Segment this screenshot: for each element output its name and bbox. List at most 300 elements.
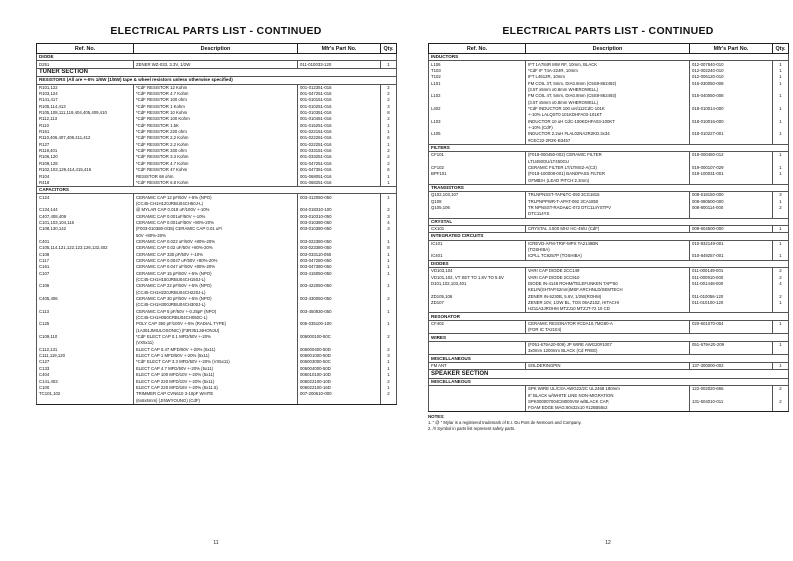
header-description: Description: [134, 44, 298, 54]
ref-no-cell: ZD105,106: [429, 293, 526, 299]
description-cell: *CdF RESISTOR 2.2 Kohm: [134, 142, 298, 148]
qty-cell: 1: [773, 131, 789, 137]
description-cell: (CC45-CH1H220JRBU04CH220J-L): [134, 290, 298, 296]
ref-no-cell: C108: [37, 251, 134, 257]
qty-cell: 2: [773, 293, 789, 299]
description-cell: *CdF RESISTOR 4.7 Kohm: [134, 91, 298, 97]
ref-no-cell: D251: [37, 61, 134, 68]
part-no-cell: 004-018310-100: [298, 207, 381, 213]
qty-cell: 3: [381, 226, 397, 232]
description-cell: *CdF RESISTOR 6.8 Kohm: [134, 180, 298, 187]
description-cell: INDUCTOR 2.2uH #LAL02NA2R2KD.3x34: [526, 131, 690, 137]
section-title: RESISTORS (All are +-5% 1/6W (1/8W) tape & wheel resistors unless otherwise specified): [37, 77, 397, 84]
description-cell: *CdF IF T4A-224R, 10mm: [526, 68, 690, 74]
qty-cell: 2: [773, 386, 789, 393]
qty-cell: 2: [381, 161, 397, 167]
section-header-row: [429, 218, 789, 225]
ref-no-cell: R104: [37, 173, 134, 179]
page-number: 12: [605, 540, 611, 546]
description-cell: TRIMMER CAP CVN610 3-10pF WHITE: [134, 391, 298, 397]
table-row: [429, 137, 789, 144]
ref-no-cell: D101,102,103,401: [429, 281, 526, 287]
qty-cell: [773, 405, 789, 412]
part-no-cell: 001-010351-016: [298, 110, 381, 116]
qty-cell: 1: [381, 173, 397, 179]
description-cell: CERAMIC CAP 0.0047 uF/50V +80%-20%: [134, 258, 298, 264]
part-no-cell: 006022100-10D: [298, 378, 381, 384]
description-cell: CERAMIC CAP 12 pF/50V +-5% (NPO): [134, 194, 298, 201]
description-cell: *CdF RESISTOR 12 Kohm: [134, 84, 298, 91]
part-no-cell: 010-849257-001: [690, 253, 773, 260]
description-cell: DTC114YS: [526, 211, 690, 218]
ref-no-cell: R101,122: [37, 84, 134, 91]
section-title: CRYSTAL: [429, 218, 789, 225]
part-no-cell: 001-010251-016: [298, 104, 381, 110]
description-cell: (CC45-CH1H300JRBU04CH300J-L): [134, 302, 298, 308]
part-no-cell: [690, 327, 773, 334]
part-no-cell: 131-504010-011: [690, 399, 773, 405]
header-ref-no: Ref. No.: [429, 44, 526, 54]
description-cell: (TOSHIBA): [526, 247, 690, 253]
part-no-cell: 001-015251-016: [298, 123, 381, 129]
part-no-cell: 011-010100-120: [690, 300, 773, 306]
part-no-cell: [298, 397, 381, 404]
part-no-cell: 008-800114-000: [690, 205, 773, 211]
ref-no-cell: [429, 137, 526, 144]
part-no-cell: 051-679A20-209: [690, 341, 773, 348]
part-no-cell: 003-422050-050: [298, 283, 381, 289]
part-no-cell: 019-100031-001: [690, 171, 773, 177]
qty-cell: [773, 137, 789, 144]
table-row: [429, 192, 789, 199]
description-cell: VARI CAP DIODE 2CC149: [526, 268, 690, 275]
qty-cell: 2: [381, 296, 397, 302]
parts-table: [36, 43, 397, 405]
table-row: [429, 211, 789, 218]
qty-cell: 2: [381, 334, 397, 340]
part-no-cell: 018-010014-000: [690, 106, 773, 112]
ref-no-cell: [429, 211, 526, 218]
part-no-cell: 015-030050-008: [690, 80, 773, 86]
description-cell: SOLDERINGPIN: [526, 362, 690, 369]
part-no-cell: 001-033151-016: [298, 148, 381, 154]
ref-no-cell: [429, 405, 526, 412]
description-cell: *CdF RESISTOR 2.2 Kohm: [134, 135, 298, 141]
description-cell: CERAMIC CAP 22 pF/50V +-5% (NPO): [134, 283, 298, 289]
ref-no-cell: C161: [37, 264, 134, 270]
qty-cell: 2: [773, 268, 789, 275]
description-cell: CRYSTAL 4.500 MHz HC-49/U (CdF): [526, 225, 690, 232]
ref-no-cell: C113: [37, 309, 134, 315]
qty-cell: 1: [773, 93, 789, 99]
description-cell: CERAMIC CAP 330 pF/50V +-10%: [134, 251, 298, 257]
ref-no-cell: VD101,102, VT SET TO 1.8V TO 5.5V: [429, 274, 526, 280]
qty-cell: 6: [381, 135, 397, 141]
description-cell: ELECT CAP 4.7 MFD/50V +-20% (5x11): [134, 366, 298, 372]
header-qty: Qty.: [381, 44, 397, 54]
part-no-cell: 001-047351-016: [298, 167, 381, 173]
ref-no-cell: R151: [37, 129, 134, 135]
table-row: [429, 225, 789, 232]
section-header-row: [37, 77, 397, 84]
ref-no-cell: C127: [37, 359, 134, 365]
description-cell: LTU450GU/LT450GU: [526, 159, 690, 165]
qty-cell: [773, 178, 789, 185]
table-row: [429, 61, 789, 68]
ref-no-cell: L105: [429, 131, 526, 137]
qty-cell: 1: [381, 129, 397, 135]
page-title: ELECTRICAL PARTS LIST - CONTINUED: [502, 25, 714, 37]
description-cell: FOAM EDGE MAG:60x32x10 #125B58x2: [526, 405, 690, 412]
ref-no-cell: CF101: [429, 152, 526, 159]
qty-cell: 6: [381, 167, 397, 173]
ref-no-cell: C405,406: [37, 296, 134, 302]
qty-cell: 1: [381, 239, 397, 245]
ref-no-cell: L102: [429, 93, 526, 99]
qty-cell: 1: [773, 341, 789, 348]
part-no-cell: 019-000107-029: [690, 165, 773, 171]
part-no-cell: [690, 405, 773, 412]
table-row: [429, 327, 789, 334]
qty-cell: 1: [773, 106, 789, 112]
header-qty: Qty.: [773, 44, 789, 54]
qty-cell: 1: [381, 385, 397, 391]
section-header-row: [429, 184, 789, 191]
qty-cell: 2: [773, 274, 789, 280]
table-row: [429, 253, 789, 260]
ref-no-cell: R112,113: [37, 116, 134, 122]
parts-table-body: [37, 54, 397, 405]
description-cell: *CdF RESISTOR 47 Kohm: [134, 167, 298, 173]
description-cell: (3.5T x5mm x0.8mm WHEROWELL): [526, 99, 690, 105]
section-title: MISCELLANEOUS: [429, 355, 789, 362]
description-cell: FM COIL 3T, 5mm, DIA0.8mm (C5S8-862492): [526, 80, 690, 86]
header-ref-no: Ref. No.: [37, 44, 134, 54]
section-title: DIODES: [429, 260, 789, 267]
ref-no-cell: T103: [429, 68, 526, 74]
description-cell: (VX5x11): [134, 340, 298, 346]
part-no-cell: 010-832149-001: [690, 240, 773, 247]
ref-no-cell: C108,130,142: [37, 226, 134, 232]
left-page: [36, 0, 396, 546]
part-no-cell: 020-601070-004: [690, 320, 773, 327]
description-cell: CERAMIC CAP 0.022 uF/50V +80%-20%: [134, 239, 298, 245]
description-cell: (F003-010380-0/35) CERAMIC CAP 0.01 uF/: [134, 226, 298, 232]
ref-no-cell: [429, 178, 526, 185]
description-cell: TRLNPNSST-TAP&TC-092 3CG1815: [526, 192, 690, 199]
description-cell: CERAMIC CAP 0.02 uF/50V +80%-20%: [134, 245, 298, 251]
qty-cell: 8: [381, 110, 397, 116]
description-cell: *CdF RESISTOR 1 Kohm: [134, 104, 298, 110]
ref-no-cell: CF402: [429, 320, 526, 327]
qty-cell: 2: [381, 97, 397, 103]
qty-cell: 2: [773, 205, 789, 211]
section-header-row: [429, 370, 789, 379]
table-row: [429, 268, 789, 275]
ref-no-cell: TC101,102: [37, 391, 134, 397]
description-cell: CERAMIC CAP 30 pF/50V +-5% (NPO): [134, 296, 298, 302]
ref-no-cell: R102,103,129,414,415,416: [37, 167, 134, 173]
qty-cell: 1: [773, 118, 789, 124]
ref-no-cell: [429, 348, 526, 355]
part-no-cell: 001-047251-016: [298, 161, 381, 167]
table-row: [37, 180, 397, 187]
part-no-cell: 011-000910-000: [690, 274, 773, 280]
part-no-cell: 003-047380-050: [298, 264, 381, 270]
qty-cell: 2: [381, 391, 397, 397]
section-title: WIRES: [429, 334, 789, 341]
qty-cell: 2: [381, 148, 397, 154]
part-no-cell: 006022100-16D: [298, 385, 381, 391]
ref-no-cell: C112,131: [37, 347, 134, 353]
ref-no-cell: CX101: [429, 225, 526, 232]
ref-no-cell: C106: [37, 283, 134, 289]
qty-cell: 3: [773, 192, 789, 199]
ref-no-cell: C109,110: [37, 334, 134, 340]
ref-no-cell: C101,103,104,116: [37, 220, 134, 226]
table-row: [429, 362, 789, 369]
qty-cell: 1: [773, 300, 789, 306]
parts-table-body: [429, 54, 789, 412]
description-cell: DIODE IN-4148 ROHM/TELEFUNKEN TAP*50: [526, 281, 690, 287]
qty-cell: 1: [381, 194, 397, 201]
description-cell: (CC45-CH1H120JRBU04CH50J-L): [134, 201, 298, 207]
description-cell: (1A351JMIULOSONIC) (F3R351J4HONJU): [134, 328, 298, 334]
part-no-cell: 001-033251-016: [298, 154, 381, 160]
description-cell: INDUCTOR 10 uH CdC-100KDHFA03-100KT: [526, 118, 690, 124]
ref-no-cell: [429, 386, 526, 393]
part-no-cell: 006004000-50D: [298, 366, 381, 372]
part-no-cell: 011-001448-000: [690, 281, 773, 287]
ref-no-cell: R110,406,407,408,411,412: [37, 135, 134, 141]
qty-cell: [381, 397, 397, 404]
part-no-cell: 003-415050-050: [298, 271, 381, 277]
description-cell: ICPLL TC9257P (TOSHIBA): [526, 253, 690, 260]
description-cell: *CdF RESISTOR 100 ohm: [134, 97, 298, 103]
part-no-cell: [690, 348, 773, 355]
qty-cell: 3: [381, 104, 397, 110]
qty-cell: [773, 348, 789, 355]
ref-no-cell: C407,408,409: [37, 213, 134, 219]
ref-no-cell: C141,403: [37, 378, 134, 384]
table-row: [429, 240, 789, 247]
qty-cell: [773, 211, 789, 218]
description-cell: *CdF RESISTOR 330 ohm: [134, 148, 298, 154]
description-cell: (CC45-CH1H050CRBU04CH050C-L): [134, 315, 298, 321]
description-cell: KELIN(SHTAP.52mm)MSF.ARCHNLD/SEMTECH: [526, 287, 690, 293]
qty-cell: 1: [381, 180, 397, 187]
qty-cell: 1: [381, 142, 397, 148]
qty-cell: 1: [381, 359, 397, 365]
description-cell: FM COIL 4T, 5mm, DIA0.8mm (C5S8-862493): [526, 93, 690, 99]
description-cell: +-10% (CdF): [526, 125, 690, 131]
table-header-row: [429, 44, 789, 54]
ref-no-cell: C105,114,121,122,123,126,132,402: [37, 245, 134, 251]
description-cell: SPK WIRE UL/CSA AWG22/2C UL2468 180mm: [526, 386, 690, 393]
part-no-cell: 006010100-10D: [298, 372, 381, 378]
section-title: CAPACITORS: [37, 187, 397, 194]
description-cell: ELECT CAP 0.47 MFD/50V +-20% (5x11): [134, 347, 298, 353]
description-cell: CERAMIC CAP 0.001uF/50V +80%-20%: [134, 220, 298, 226]
qty-cell: 2: [381, 347, 397, 353]
description-cell: ICREVD-AFM-TRIF-MPX TA2149BN: [526, 240, 690, 247]
description-cell: ZENER 10V, 1/2W BL, TOS 05AZ10Z, HITACHI: [526, 300, 690, 306]
section-header-row: [429, 233, 789, 240]
ref-no-cell: R127: [37, 142, 134, 148]
part-no-cell: 003-047280-050: [298, 258, 381, 264]
description-cell: *CdF INDUCTOR 100 uH/112CdC-101K: [526, 106, 690, 112]
section-header-row: [37, 68, 397, 77]
parts-table: [428, 43, 789, 412]
ref-no-cell: C124: [37, 194, 134, 201]
ref-no-cell: FM ANT: [429, 362, 526, 369]
ref-no-cell: CF102: [429, 165, 526, 171]
qty-cell: 1: [773, 68, 789, 74]
description-cell: #CEC22-2R2K-B3457: [526, 137, 690, 144]
ref-no-cell: IC401: [429, 253, 526, 260]
part-no-cell: 006001000-50D: [298, 353, 381, 359]
description-cell: VARI CAP DIODE 2CC910: [526, 274, 690, 280]
description-cell: 50V +80%-20%: [134, 232, 298, 238]
description-cell: ELECT CAP 220 MFD/10V +-20% (5x11): [134, 378, 298, 384]
right-page: [428, 0, 788, 546]
qty-cell: 1: [381, 309, 397, 315]
header-part-no: Mfr's Part No.: [690, 44, 773, 54]
section-title: TUNER SECTION: [37, 68, 397, 77]
part-no-cell: 006003000-50C: [298, 359, 381, 365]
qty-cell: 3: [381, 353, 397, 359]
description-cell: (3.5T x5mm x0.8mm WHEROWELL): [526, 87, 690, 93]
qty-cell: 2: [381, 84, 397, 91]
ref-no-cell: C117: [37, 258, 134, 264]
description-cell: (CC45-CH1H150JRBU04CH150J-L): [134, 277, 298, 283]
part-no-cell: 009-604500-000: [690, 225, 773, 232]
part-no-cell: 003-430050-050: [298, 296, 381, 302]
part-no-cell: 011-010056-120: [690, 293, 773, 299]
qty-cell: 1: [381, 366, 397, 372]
description-cell: CERAMIC FILTER LT/LTMS2-A(C3): [526, 165, 690, 171]
section-header-row: [429, 313, 789, 320]
part-no-cell: 005-035100-100: [298, 321, 381, 327]
qty-cell: 1: [381, 251, 397, 257]
qty-cell: 1: [773, 165, 789, 171]
qty-cell: 1: [773, 199, 789, 205]
note-item: 1. " @ " Mylar is a registered trademark of E.I. Du Pont de Nemours and Company.: [428, 419, 582, 425]
table-row: [429, 306, 789, 313]
part-no-cell: 011-010033-120: [298, 61, 381, 68]
ref-no-cell: R418: [37, 180, 134, 187]
qty-cell: 1: [773, 74, 789, 80]
table-row: [429, 178, 789, 185]
part-no-cell: 012-006120-010: [690, 74, 773, 80]
table-row: [37, 84, 397, 91]
description-cell: (F019-100008-001) BANDPASS FILTER: [526, 171, 690, 177]
description-cell: @ MYLAR CAP 0.018 uF/100V +-10%: [134, 207, 298, 213]
description-cell: 6" BLACK w/WHITE LINE NON-MIGRATION: [526, 392, 690, 398]
part-no-cell: 001-047251-016: [298, 91, 381, 97]
qty-cell: 2: [381, 378, 397, 384]
section-header-row: [429, 355, 789, 362]
description-cell: 3x0mm 1200mm BLACK (Cd FREE): [526, 348, 690, 355]
part-no-cell: 001-022251-016: [298, 135, 381, 141]
qty-cell: 2: [381, 116, 397, 122]
part-no-cell: 003-010310-050: [298, 213, 381, 219]
ref-no-cell: R103,124: [37, 91, 134, 97]
ref-no-cell: L101: [429, 80, 526, 86]
part-no-cell: 019-000450-012: [690, 152, 773, 159]
table-row: [37, 61, 397, 68]
table-row: [429, 386, 789, 393]
description-cell: ELECT CAP 220 MFD/16V +-20% (6x11.5): [134, 385, 298, 391]
part-no-cell: 012-007840-010: [690, 61, 773, 68]
part-no-cell: 122-002020-665: [690, 386, 773, 393]
notes: [428, 414, 788, 431]
qty-cell: 1: [381, 271, 397, 277]
ref-no-cell: R105,108,111,119,404,405,409,410: [37, 110, 134, 116]
ref-no-cell: C111,119,120: [37, 353, 134, 359]
description-cell: ZENER WZ-033, 3.3V, 1/2W: [134, 61, 298, 68]
part-no-cell: 001-010451-016: [298, 116, 381, 122]
description-cell: *CdF RESISTOR 220 ohm: [134, 129, 298, 135]
ref-no-cell: ZD107: [429, 300, 526, 306]
description-cell: RESISTOR 68 ohm: [134, 173, 298, 179]
ref-no-cell: R110: [37, 123, 134, 129]
ref-no-cell: [429, 327, 526, 334]
part-no-cell: 001-012351-016: [298, 84, 381, 91]
section-header-row: [429, 54, 789, 61]
qty-cell: 3: [381, 213, 397, 219]
part-no-cell: 008-618150-000: [690, 192, 773, 199]
qty-cell: 1: [773, 320, 789, 327]
table-row: [429, 348, 789, 355]
qty-cell: 1: [381, 264, 397, 270]
section-title: SPEAKER SECTION: [429, 370, 789, 379]
ref-no-cell: L402: [429, 106, 526, 112]
section-title: FILTERS: [429, 144, 789, 151]
section-title: TRANSISTORS: [429, 184, 789, 191]
header-description: Description: [526, 44, 690, 54]
description-cell: POLY CAP 350 pF/100V +-5% (RADIAL TYPE): [134, 321, 298, 327]
ref-no-cell: [37, 397, 134, 404]
part-no-cell: 137-300000-002: [690, 362, 773, 369]
part-no-cell: [690, 178, 773, 185]
qty-cell: 1: [773, 171, 789, 177]
ref-no-cell: C133: [37, 366, 134, 372]
part-no-cell: 007-200610-000: [298, 391, 381, 397]
section-title: DIODE: [37, 54, 397, 61]
qty-cell: 2: [381, 154, 397, 160]
description-cell: *CdF RESISTOR 3.3 Kohm: [134, 154, 298, 160]
description-cell: GFMB3-I (LEAD PITCH:2.3mm): [526, 178, 690, 185]
description-cell: CERAMIC CAP 15 pF/50V +-5% (NPO): [134, 271, 298, 277]
ref-no-cell: Q108: [429, 199, 526, 205]
description-cell: SPK000007004CM000VW w/BLACK CAP,: [526, 399, 690, 405]
ref-no-cell: R118,401: [37, 148, 134, 154]
qty-cell: 1: [773, 362, 789, 369]
qty-cell: 2: [381, 91, 397, 97]
description-cell: *CdF RESISTOR 100 Kohm: [134, 116, 298, 122]
qty-cell: 1: [773, 80, 789, 86]
qty-cell: [773, 327, 789, 334]
description-cell: TRLPNPPWR-T-APAT-092 3CA1850: [526, 199, 690, 205]
description-cell: CERAMIC CAP 0.001uF/50V +-10%: [134, 213, 298, 219]
ref-no-cell: C100: [37, 385, 134, 391]
section-header-row: [37, 187, 397, 194]
qty-cell: 1: [773, 225, 789, 232]
description-cell: TR NPNSST-RADA&C-072 DTC114YSTPV: [526, 205, 690, 211]
part-no-cell: 001-022251-016: [298, 142, 381, 148]
ref-no-cell: Q105,106: [429, 205, 526, 211]
